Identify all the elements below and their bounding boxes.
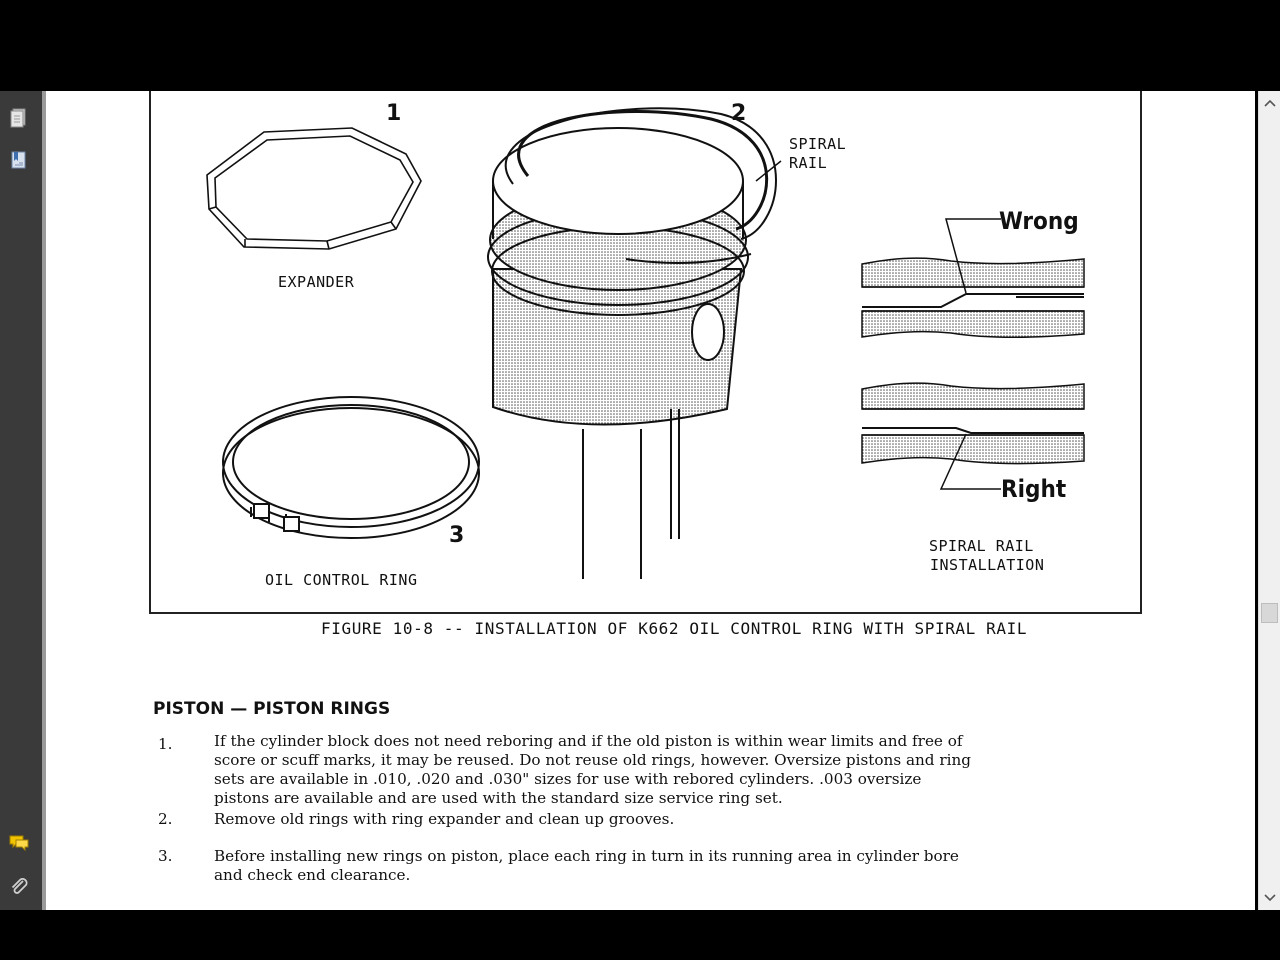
oil-control-ring-label: OIL CONTROL RING — [265, 571, 418, 589]
installation-label-line1: SPIRAL RAIL — [929, 537, 1034, 555]
text-line: and check end clearance. — [214, 866, 411, 884]
top-toolbar-area — [0, 0, 1280, 91]
figure-number-3: 3 — [449, 523, 465, 548]
attachments-icon[interactable] — [8, 875, 30, 897]
vertical-scrollbar[interactable] — [1258, 91, 1280, 910]
comments-icon[interactable] — [8, 832, 30, 854]
list-item-number: 2. — [158, 810, 173, 828]
text-line: score or scuff marks, it may be reused. Do not reuse old rings, however. Oversize pistons and ring — [214, 751, 971, 769]
installation-label-line2: INSTALLATION — [930, 556, 1045, 574]
pages-icon[interactable] — [8, 107, 30, 129]
right-label: Right — [1001, 475, 1067, 503]
scroll-up-icon[interactable] — [1259, 93, 1280, 113]
document-page — [46, 91, 1255, 910]
list-item-text — [214, 810, 1194, 829]
list-item — [158, 847, 1178, 887]
text-line: pistons are available and are used with the standard size service ring set. — [214, 789, 783, 807]
figure-frame — [149, 91, 1142, 614]
piston-drawing — [488, 108, 781, 579]
wrong-label: Wrong — [999, 207, 1079, 235]
navigation-sidebar — [0, 91, 42, 910]
expander-label: EXPANDER — [278, 273, 355, 291]
expander-drawing — [207, 128, 421, 249]
scrollbar-thumb[interactable] — [1261, 603, 1278, 623]
bookmarks-icon[interactable] — [8, 149, 30, 171]
figure-caption: FIGURE 10-8 -- INSTALLATION OF K662 OIL CONTROL RING WITH SPIRAL RAIL — [321, 619, 1028, 638]
text-line: sets are available in .010, .020 and .030" sizes for use with rebored cylinders. .003 oversize — [214, 770, 922, 788]
spiral-rail-label-line1: SPIRAL — [789, 135, 847, 153]
figure-number-2: 2 — [731, 101, 747, 126]
list-item-number: 1. — [158, 735, 173, 753]
list-item-text — [214, 847, 1194, 885]
list-item-text — [214, 732, 1194, 808]
section-heading: PISTON — PISTON RINGS — [153, 699, 391, 719]
text-line: Before installing new rings on piston, place each ring in turn in its running area in cylinder bore — [214, 847, 959, 865]
text-line: If the cylinder block does not need reboring and if the old piston is within wear limits and free of — [214, 732, 963, 750]
wrong-diagram — [862, 219, 1084, 337]
list-item — [158, 732, 1178, 812]
right-diagram — [862, 383, 1084, 489]
list-item-number: 3. — [158, 847, 173, 865]
oil-control-ring-drawing — [223, 397, 479, 538]
figure-number-1: 1 — [386, 101, 402, 126]
bottom-area — [0, 910, 1280, 960]
text-line: Remove old rings with ring expander and clean up grooves. — [214, 810, 675, 828]
scroll-down-icon[interactable] — [1259, 888, 1280, 908]
spiral-rail-label-line2: RAIL — [789, 154, 828, 172]
list-item — [158, 810, 1178, 832]
